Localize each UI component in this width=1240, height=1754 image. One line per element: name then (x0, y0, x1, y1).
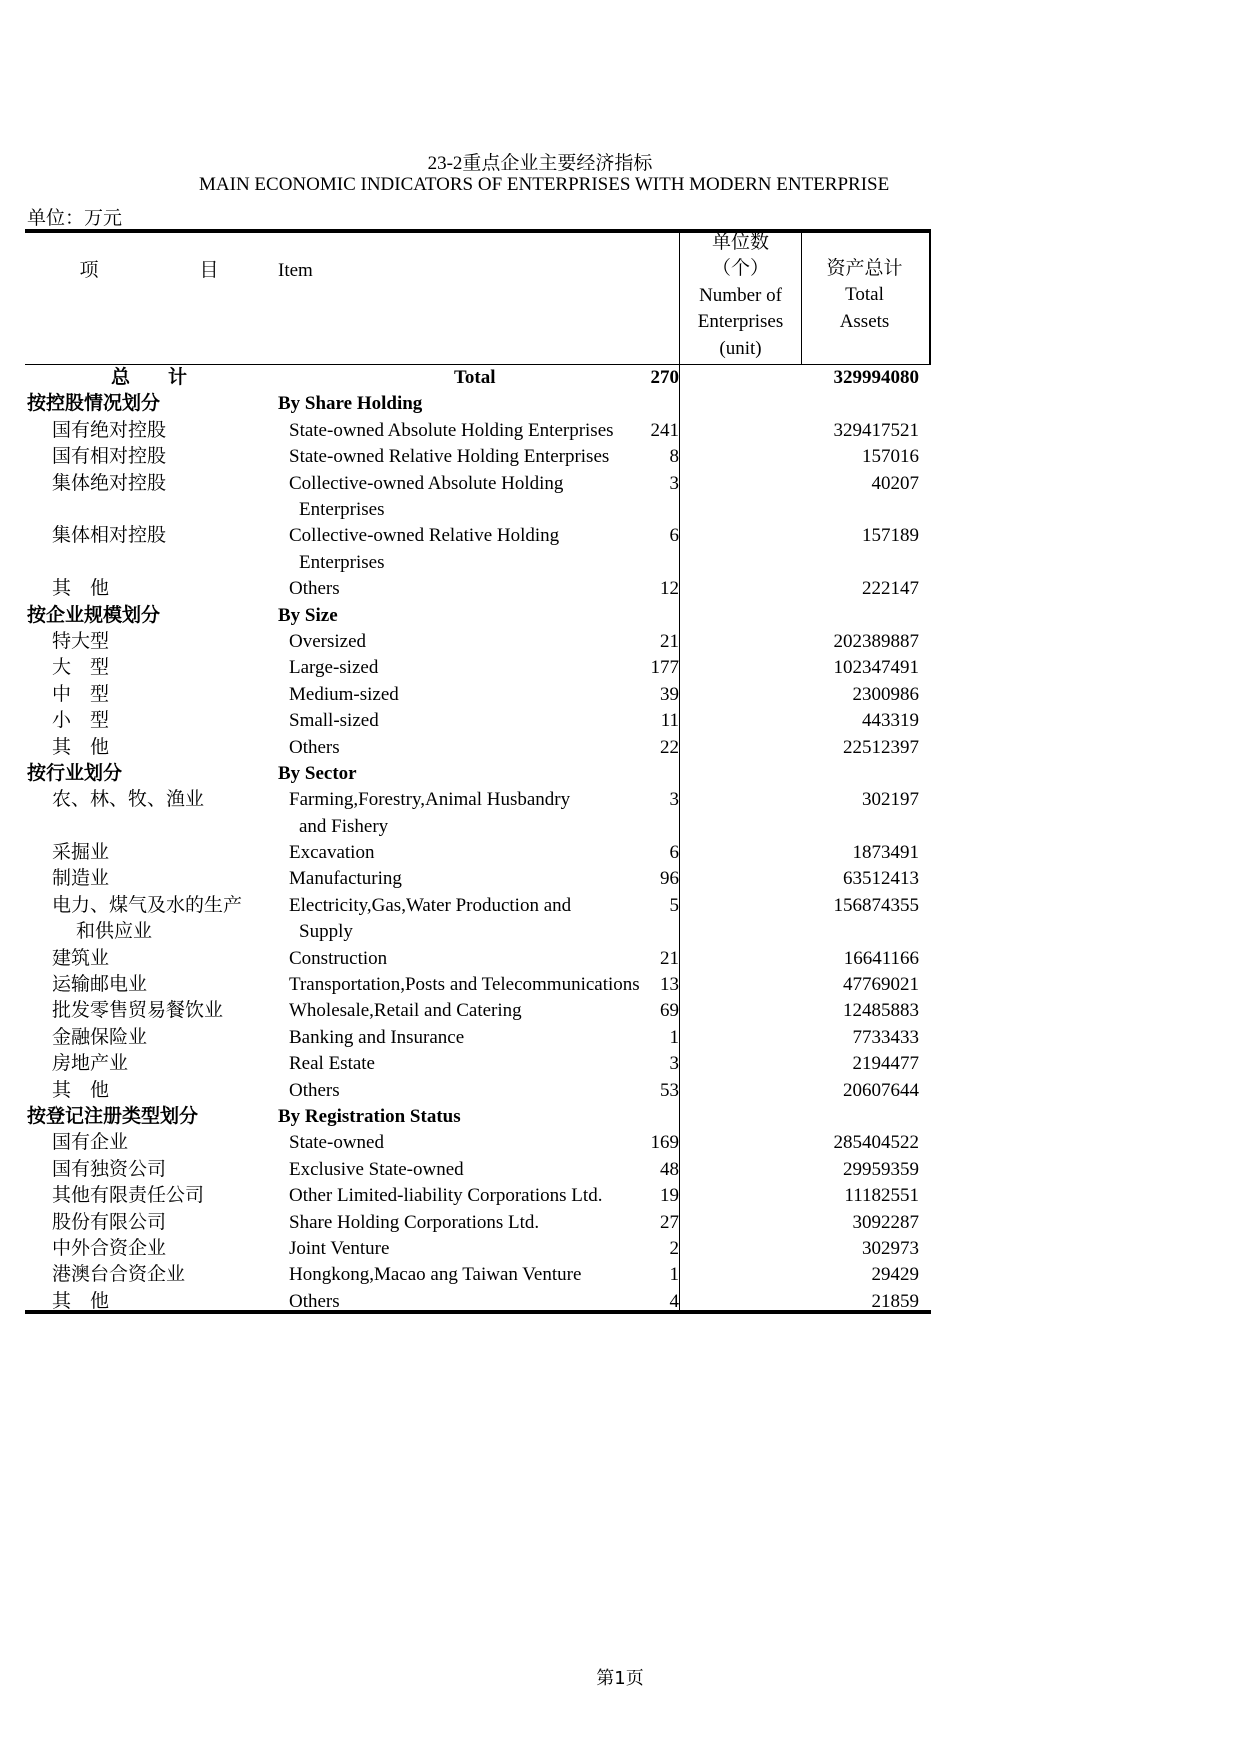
item-name-cn: 国有相对控股 (52, 446, 167, 468)
enterprise-count: 4 (669, 1290, 679, 1312)
table-row (25, 1078, 931, 1104)
total-assets-value: 29959359 (843, 1158, 919, 1180)
total-enterprises: 270 (650, 367, 679, 388)
total-assets-value: 2300986 (852, 683, 919, 705)
table-row (25, 1130, 931, 1156)
item-name-cn: 小 型 (52, 710, 110, 732)
item-name-cn: 国有企业 (52, 1132, 129, 1154)
item-name-cn: 电力、煤气及水的生产 (52, 894, 243, 916)
item-name-cn: 按行业划分 (27, 762, 123, 784)
header-item-cn-2: 目 (199, 260, 219, 281)
enterprise-count: 27 (660, 1211, 679, 1233)
enterprise-count: 69 (660, 1000, 679, 1022)
total-assets-value: 11182551 (844, 1185, 919, 1207)
total-label-en: Total (454, 367, 496, 388)
item-name-cn: 按企业规模划分 (27, 604, 161, 626)
table-row (25, 1262, 931, 1288)
item-name-en: and Fishery (299, 815, 389, 837)
enterprise-count: 19 (660, 1185, 679, 1207)
item-name-en: Enterprises (299, 498, 385, 520)
total-assets-value: 7733433 (852, 1026, 919, 1048)
unit-label: 单位：万元 (27, 208, 123, 229)
item-name-en: Others (289, 578, 340, 600)
table-row (25, 1157, 931, 1183)
item-name-cn: 股份有限公司 (52, 1211, 167, 1233)
item-name-cn: 大 型 (52, 657, 110, 679)
enterprise-count: 6 (669, 842, 679, 864)
item-name-en: Collective-owned Relative Holding (289, 525, 560, 547)
table-row (25, 444, 931, 470)
total-assets-value: 285404522 (833, 1132, 919, 1154)
item-name-en: Oversized (289, 630, 367, 652)
item-name-cn: 批发零售贸易餐饮业 (52, 1000, 224, 1022)
item-name-en: Electricity,Gas,Water Production and (289, 894, 572, 916)
item-name-en: Hongkong,Macao ang Taiwan Venture (289, 1264, 582, 1286)
table-row (25, 576, 931, 602)
total-assets-value: 157016 (862, 446, 919, 468)
item-name-cn: 房地产业 (52, 1053, 129, 1075)
total-label-cn-2: 计 (168, 367, 188, 388)
total-assets-value: 302197 (862, 789, 919, 811)
table-row (25, 972, 931, 998)
enterprise-count: 2 (669, 1237, 679, 1259)
total-assets-value: 12485883 (843, 1000, 919, 1022)
item-name-en: Medium-sized (289, 683, 399, 705)
table-row (25, 893, 931, 946)
section-header-row (25, 761, 931, 787)
enterprise-count: 13 (660, 974, 679, 996)
total-assets: 329994080 (833, 367, 919, 388)
table-row (25, 946, 931, 972)
enterprise-count: 6 (669, 525, 679, 547)
enterprise-count: 11 (660, 710, 679, 732)
item-name-cn: 按登记注册类型划分 (27, 1106, 199, 1127)
total-assets-value: 63512413 (843, 868, 919, 890)
item-name-cn: 国有绝对控股 (52, 419, 167, 441)
table-row (25, 1183, 931, 1209)
item-name-en: Collective-owned Absolute Holding (289, 472, 564, 494)
total-assets-value: 29429 (871, 1264, 919, 1286)
item-name-cn: 港澳台合资企业 (52, 1264, 186, 1286)
enterprise-count: 21 (660, 947, 679, 969)
item-name-cn: 其他有限责任公司 (52, 1185, 205, 1207)
table-row (25, 735, 931, 761)
total-assets-value: 22512397 (843, 736, 919, 758)
table-row (25, 1051, 931, 1077)
total-assets-value: 3092287 (852, 1211, 919, 1233)
enterprise-count: 22 (660, 736, 679, 758)
item-name-en: Supply (299, 921, 353, 943)
total-row (25, 365, 931, 391)
table-row (25, 787, 931, 840)
item-name-en: Construction (289, 947, 388, 969)
item-name-en: Others (289, 1290, 340, 1312)
item-name-cn: 其 他 (52, 1079, 110, 1101)
item-name-en: Manufacturing (289, 868, 402, 890)
item-name-en: Large-sized (289, 657, 379, 679)
enterprise-count: 241 (650, 419, 679, 441)
item-name-en: Small-sized (289, 710, 379, 732)
item-name-cn: 中 型 (52, 683, 110, 705)
item-name-cn: 集体相对控股 (52, 525, 167, 547)
item-name-en: Real Estate (289, 1053, 375, 1075)
item-name-en: Enterprises (299, 551, 385, 573)
item-name-cn: 中外合资企业 (52, 1237, 167, 1259)
item-name-en: Excavation (289, 842, 375, 864)
total-assets-value: 40207 (871, 472, 919, 494)
item-name-en: Other Limited-liability Corporations Ltd. (289, 1185, 603, 1207)
item-name-cn: 采掘业 (52, 842, 110, 864)
item-name-en: By Sector (278, 762, 357, 784)
table-row (25, 1025, 931, 1051)
table-row (25, 1236, 931, 1262)
header-line: Enterprises (697, 311, 784, 333)
item-name-cn: 建筑业 (52, 947, 110, 969)
total-assets-value: 47769021 (843, 974, 919, 996)
enterprise-count: 96 (660, 868, 679, 890)
table-row (25, 1210, 931, 1236)
enterprise-count: 53 (660, 1079, 679, 1101)
item-name-cn: 其 他 (52, 736, 110, 758)
table-title-chinese: 23-2重点企业主要经济指标 (427, 153, 653, 174)
item-name-en: Others (289, 736, 340, 758)
item-name-cn: 其 他 (52, 578, 110, 600)
item-name-en: By Registration Status (278, 1106, 461, 1127)
item-name-cn: 按控股情况划分 (27, 393, 161, 415)
table-body (25, 365, 931, 1315)
header-line: Total (845, 284, 884, 306)
enterprise-count: 21 (660, 630, 679, 652)
item-name-cn: 国有独资公司 (52, 1158, 167, 1180)
enterprise-count: 1 (669, 1264, 679, 1286)
header-line: Assets (839, 310, 890, 332)
table-row (25, 523, 931, 576)
header-line: 单位数 (711, 232, 769, 253)
item-name-cn: 农、林、牧、渔业 (52, 789, 205, 811)
header-line: (unit) (719, 337, 762, 359)
total-assets-value: 16641166 (843, 947, 919, 969)
total-assets-value: 329417521 (833, 419, 919, 441)
enterprise-count: 3 (669, 1053, 679, 1075)
item-name-en: Farming,Forestry,Animal Husbandry (289, 789, 571, 811)
enterprise-count: 3 (669, 789, 679, 811)
table-row (25, 866, 931, 892)
page-number: 第1页 (596, 1668, 644, 1689)
item-name-en: Wholesale,Retail and Catering (289, 1000, 522, 1022)
header-line: 资产总计 (826, 258, 903, 279)
total-assets-value: 21859 (871, 1290, 919, 1312)
header-number-of-enterprises (680, 230, 801, 362)
item-name-cn: 金融保险业 (52, 1026, 148, 1048)
item-name-cn: 特大型 (52, 630, 110, 652)
header-total-assets (802, 256, 927, 335)
item-name-cn: 集体绝对控股 (52, 472, 167, 494)
total-assets-value: 102347491 (833, 657, 919, 679)
total-assets-value: 157189 (862, 525, 919, 547)
table-row (25, 998, 931, 1024)
table-row (25, 655, 931, 681)
enterprise-count: 8 (669, 446, 679, 468)
total-assets-value: 222147 (862, 578, 919, 600)
total-assets-value: 2194477 (852, 1053, 919, 1075)
item-name-en: Share Holding Corporations Ltd. (289, 1211, 540, 1233)
total-assets-value: 202389887 (833, 630, 919, 652)
header-item-cn-1: 项 (79, 260, 99, 281)
table-row (25, 682, 931, 708)
item-name-en: By Size (278, 604, 338, 626)
total-assets-value: 1873491 (852, 842, 919, 864)
item-name-en: State-owned Relative Holding Enterprises (289, 446, 610, 468)
table-title-english: MAIN ECONOMIC INDICATORS OF ENTERPRISES WITH MODERN ENTERPRISE (199, 174, 890, 195)
total-assets-value: 302973 (862, 1237, 919, 1259)
enterprise-count: 39 (660, 683, 679, 705)
indicators-table (25, 229, 931, 1314)
total-label-cn-1: 总 (111, 367, 131, 388)
item-name-cn: 其 他 (52, 1290, 110, 1312)
enterprise-count: 1 (669, 1026, 679, 1048)
enterprise-count: 5 (669, 894, 679, 916)
item-name-en: Transportation,Posts and Telecommunications (289, 974, 640, 996)
enterprise-count: 3 (669, 472, 679, 494)
total-assets-value: 156874355 (833, 894, 919, 916)
header-right-border (929, 233, 931, 364)
header-item-en: Item (278, 260, 313, 281)
section-header-row (25, 1104, 931, 1130)
enterprise-count: 48 (660, 1158, 679, 1180)
item-name-en: By Share Holding (278, 393, 423, 415)
section-header-row (25, 391, 931, 417)
enterprise-count: 169 (650, 1132, 679, 1154)
table-row (25, 708, 931, 734)
item-name-cn: 和供应业 (76, 921, 153, 943)
item-name-en: Banking and Insurance (289, 1026, 465, 1048)
table-row (25, 471, 931, 524)
table-row (25, 1289, 931, 1315)
header-line: （个） (711, 258, 769, 280)
table-row (25, 629, 931, 655)
total-assets-value: 443319 (862, 710, 919, 732)
item-name-en: State-owned Absolute Holding Enterprises (289, 419, 614, 441)
total-assets-value: 20607644 (843, 1079, 919, 1101)
enterprise-count: 177 (650, 657, 679, 679)
enterprise-count: 12 (660, 578, 679, 600)
item-name-en: State-owned (289, 1132, 384, 1154)
table-row (25, 418, 931, 444)
item-name-en: Joint Venture (289, 1237, 390, 1259)
item-name-en: Others (289, 1079, 340, 1101)
header-line: Number of (699, 284, 782, 306)
table-row (25, 840, 931, 866)
item-name-en: Exclusive State-owned (289, 1158, 464, 1180)
section-header-row (25, 603, 931, 629)
item-name-cn: 制造业 (52, 868, 110, 890)
item-name-cn: 运输邮电业 (52, 974, 148, 996)
